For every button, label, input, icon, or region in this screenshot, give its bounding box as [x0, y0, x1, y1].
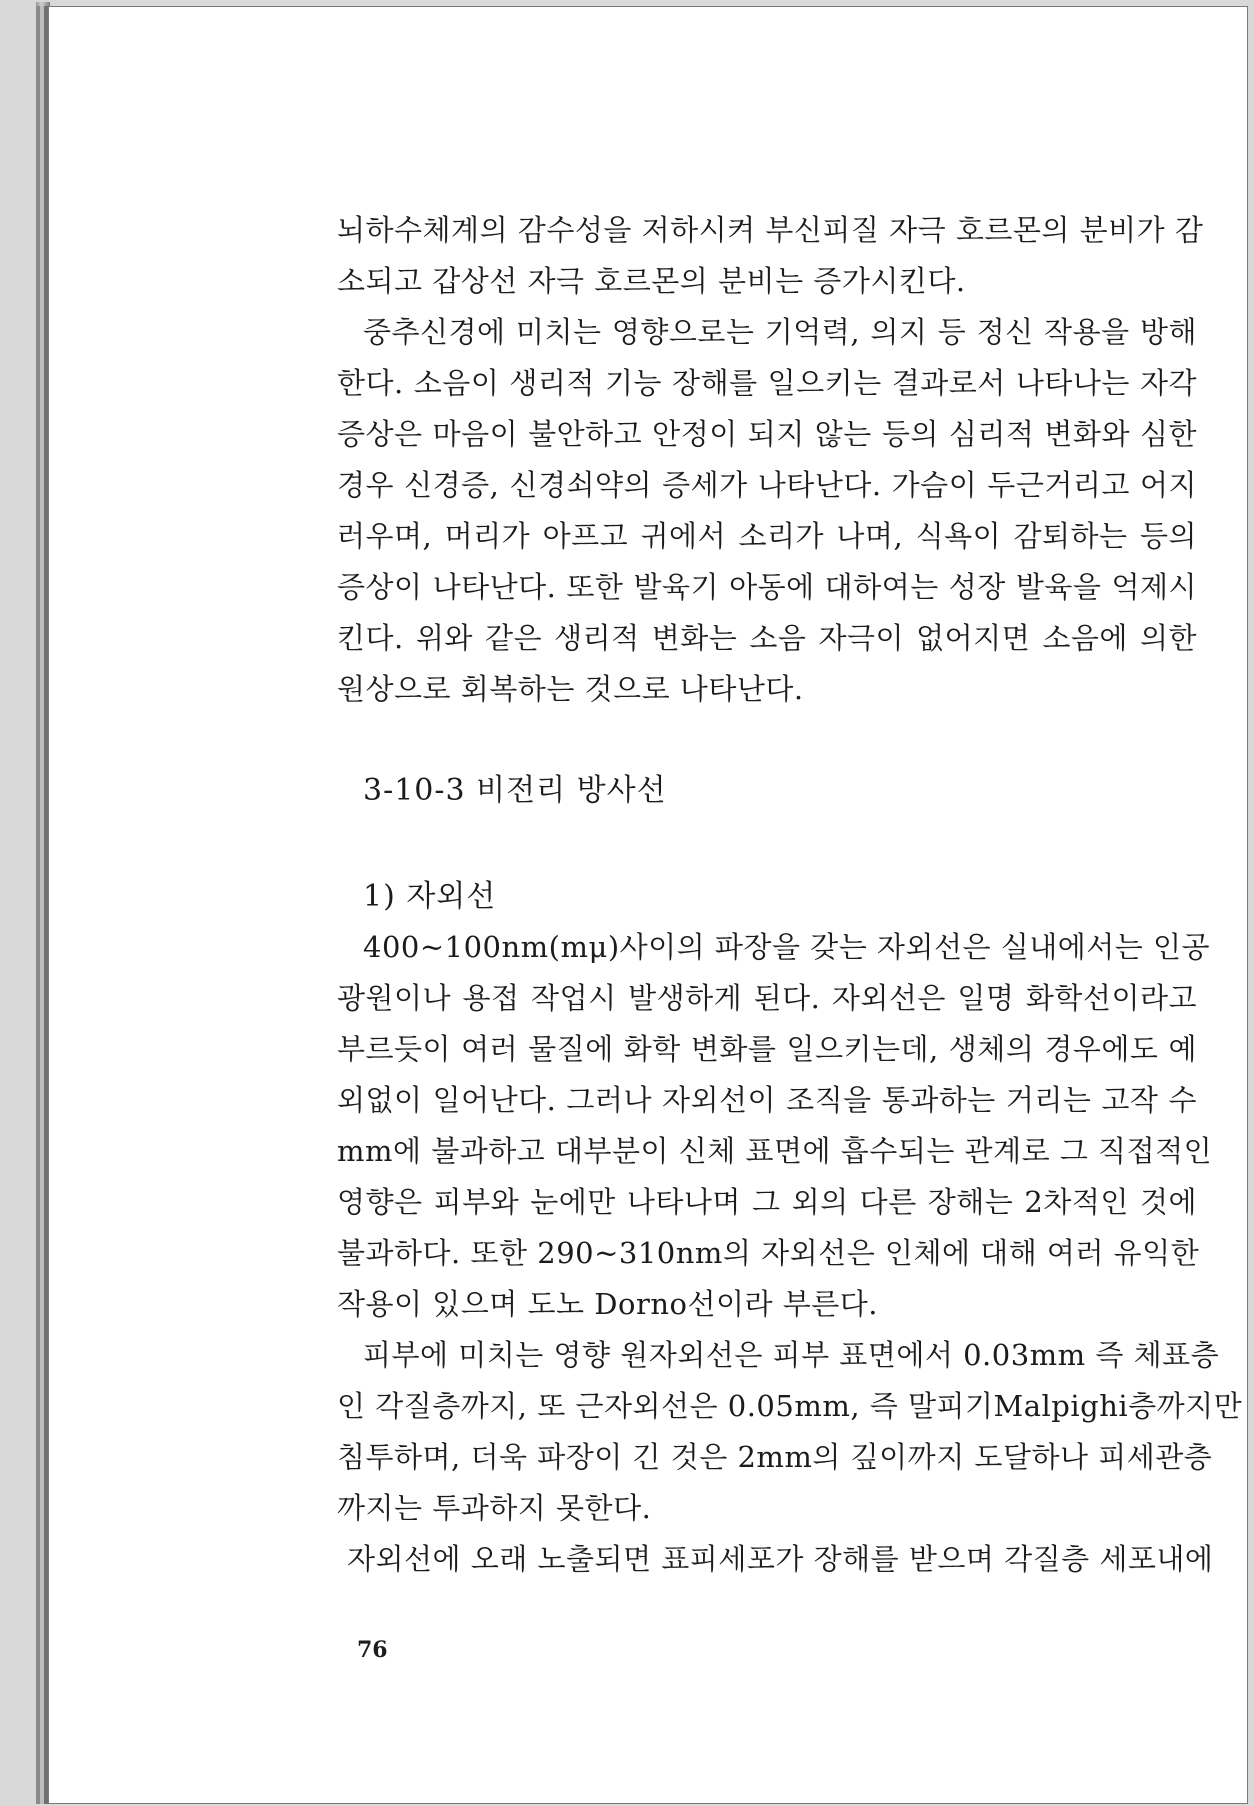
- paragraph-2-line: 증상이 나타난다. 또한 발육기 아동에 대하여는 성장 발육을 억제시: [337, 570, 1197, 604]
- paragraph-1-line: 뇌하수체계의 감수성을 저하시켜 부신피질 자극 호르몬의 분비가 감: [337, 213, 1204, 247]
- paragraph-2-line: 한다. 소음이 생리적 기능 장해를 일으키는 결과로서 나타나는 자각: [337, 366, 1197, 400]
- page-number: 76: [357, 1637, 388, 1663]
- paragraph-3-line: 400~100nm(mμ)사이의 파장을 갖는 자외선은 실내에서는 인공: [363, 930, 1211, 964]
- paragraph-3-line: mm에 불과하고 대부분이 신체 표면에 흡수되는 관계로 그 직접적인: [337, 1134, 1213, 1168]
- paragraph-2-line: 증상은 마음이 불안하고 안정이 되지 않는 등의 심리적 변화와 심한: [337, 417, 1197, 451]
- paragraph-3-line: 불과하다. 또한 290~310nm의 자외선은 인체에 대해 여러 유익한: [337, 1236, 1200, 1270]
- paragraph-2-line: 원상으로 회복하는 것으로 나타난다.: [337, 672, 804, 706]
- paragraph-1-line: 소되고 갑상선 자극 호르몬의 분비는 증가시킨다.: [337, 264, 966, 298]
- paragraph-3-line: 부르듯이 여러 물질에 화학 변화를 일으키는데, 생체의 경우에도 예: [337, 1032, 1197, 1066]
- paragraph-3-line: 작용이 있으며 도노 Dorno선이라 부른다.: [337, 1287, 878, 1321]
- paragraph-2-line: 러우며, 머리가 아프고 귀에서 소리가 나며, 식욕이 감퇴하는 등의: [337, 519, 1197, 553]
- paragraph-3-line: 영향은 피부와 눈에만 나타나며 그 외의 다른 장해는 2차적인 것에: [337, 1185, 1197, 1219]
- book-page: [48, 6, 1248, 1804]
- section-heading: 3-10-3 비전리 방사선: [363, 773, 667, 808]
- paragraph-5-line: 자외선에 오래 노출되면 표피세포가 장해를 받으며 각질층 세포내에: [347, 1542, 1214, 1576]
- paragraph-2-line: 경우 신경증, 신경쇠약의 증세가 나타난다. 가슴이 두근거리고 어지: [337, 468, 1197, 502]
- paragraph-4-line: 인 각질층까지, 또 근자외선은 0.05mm, 즉 말피기Malpighi층까지만: [337, 1389, 1243, 1423]
- paragraph-4-line: 침투하며, 더욱 파장이 긴 것은 2mm의 깊이까지 도달하나 피세관층: [337, 1440, 1213, 1474]
- paragraph-3-line: 외없이 일어난다. 그러나 자외선이 조직을 통과하는 거리는 고작 수: [337, 1083, 1197, 1117]
- subsection-heading: 1) 자외선: [363, 879, 497, 914]
- paragraph-4-line: 까지는 투과하지 못한다.: [337, 1491, 652, 1525]
- paragraph-4-line: 피부에 미치는 영향 원자외선은 피부 표면에서 0.03mm 즉 체표층: [363, 1338, 1220, 1372]
- paragraph-2-line: 킨다. 위와 같은 생리적 변화는 소음 자극이 없어지면 소음에 의한: [337, 621, 1197, 655]
- paragraph-2-line: 중추신경에 미치는 영향으로는 기억력, 의지 등 정신 작용을 방해: [363, 315, 1197, 349]
- paragraph-3-line: 광원이나 용접 작업시 발생하게 된다. 자외선은 일명 화학선이라고: [337, 981, 1197, 1015]
